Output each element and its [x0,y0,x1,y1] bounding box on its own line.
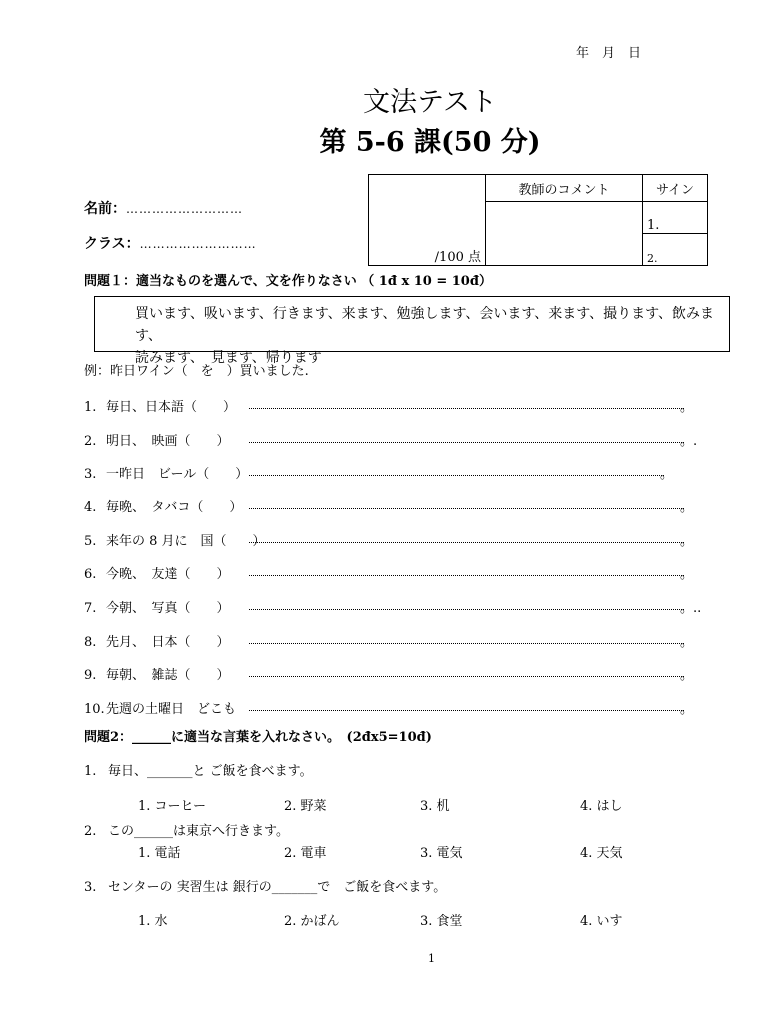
mc-question [84,820,289,839]
question-number: 10. [84,702,105,717]
question-item [84,597,704,616]
question-number: 6. [84,567,97,582]
question-text: 明日、 映画（ ） [106,434,230,449]
mc-option[interactable]: 3. 食堂 [420,914,463,929]
section2-title: 問題2：______に適当な言葉を入れなさい。 (2đx5=10đ) [84,730,432,745]
score-cell: /100 点 [369,175,486,266]
mc-option[interactable]: 2. 電車 [284,846,327,861]
mc-question [84,760,313,779]
question-text: 先月、 日本（ ） [106,635,230,650]
question-text: 今晩、 友達（ ） [106,567,230,582]
answer-blank[interactable] [249,571,684,576]
word-box-line2: 読みます、 見ます、帰ります [135,350,322,366]
question-item [84,631,704,650]
answer-blank[interactable] [249,438,684,443]
question-text: 毎日、日本語（ ） [106,400,237,415]
question-text: 今朝、 写真（ ） [106,601,230,616]
question-item [84,664,704,683]
answer-blank[interactable] [249,672,684,677]
word-box-line1: 買います、吸います、行きます、来ます、勉強します、会います、来ます、撮ります、飲みます、 [135,306,715,344]
sentence-end: 。. [680,434,698,449]
sentence-end: 。 [680,534,694,549]
sentence-end: 。 [680,567,694,582]
question-number: 8. [84,635,97,650]
sign-cell-1: 1. [643,202,708,234]
sentence-end: 。 [660,467,674,482]
mc-question-number: 2. [84,824,97,839]
question-number: 3. [84,467,97,482]
question-item [84,563,704,582]
sign-header: サイン [643,175,708,202]
answer-blank[interactable] [249,471,664,476]
mc-option[interactable]: 1. 水 [138,914,168,929]
mc-option[interactable]: 2. かばん [284,914,340,929]
question-text: 毎晩、 タバコ（ ） [106,500,243,515]
teacher-comment-header: 教師のコメント [486,175,643,202]
question-text: 来年の 8 月に 国（ ） [106,534,266,549]
answer-blank[interactable] [249,639,684,644]
question-item [84,430,704,449]
question-text: 一昨日 ビール（ ） [106,467,249,482]
teacher-comment-cell [486,202,643,266]
class-label: クラス： [84,236,140,252]
question-item [84,698,704,717]
mc-question [84,876,446,895]
page-title: 文法テスト [363,87,497,118]
sentence-end: 。 [680,400,694,415]
date-line: 年 月 日 [576,46,642,61]
example-line: 例：昨日ワイン（ を ）買いました. [84,364,309,379]
question-item [84,530,704,549]
sentence-end: 。.. [680,601,702,616]
mc-option[interactable]: 4. いす [580,914,623,929]
section1-title: 問題１：適当なものを選んで、文を作りなさい （ 1đ x 10 = 10đ） [84,274,492,289]
answer-blank[interactable] [249,404,684,409]
question-item [84,496,704,515]
class-blank: ……………………… [139,237,257,251]
class-field [84,233,257,253]
word-box [94,296,730,366]
question-item [84,396,704,415]
answer-blank[interactable] [249,605,684,610]
name-label: 名前： [84,201,126,217]
name-field [84,198,243,218]
question-text: 毎朝、 雑誌（ ） [106,668,230,683]
score-table [368,174,708,266]
mc-option[interactable]: 3. 電気 [420,846,463,861]
sign-cell-2: 2. [643,234,708,266]
page-number: 1 [428,952,435,965]
question-text: 先週の土曜日 どこも [106,702,237,717]
answer-blank[interactable] [249,504,684,509]
mc-option[interactable]: 2. 野菜 [284,799,327,814]
sentence-end: 。 [680,500,694,515]
sentence-end: 。 [680,702,694,717]
mc-option[interactable]: 1. コーヒー [138,799,207,814]
name-blank: ……………………… [126,202,243,216]
mc-option[interactable]: 1. 電話 [138,846,181,861]
mc-option[interactable]: 3. 机 [420,799,450,814]
question-number: 2. [84,434,97,449]
answer-blank[interactable] [249,706,684,711]
mc-question-text: 毎日、_______と ご飯を食べます。 [108,764,313,779]
mc-question-text: センターの 実習生は 銀行の_______で ご飯を食べます。 [108,880,447,895]
sentence-end: 。 [680,668,694,683]
mc-question-text: この______は東京へ行きます。 [108,824,289,839]
question-number: 9. [84,668,97,683]
sentence-end: 。 [680,635,694,650]
answer-blank[interactable] [249,538,684,543]
page-subtitle: 第 5-6 課(50 分) [319,127,541,158]
mc-question-number: 1. [84,764,97,779]
question-number: 5. [84,534,97,549]
question-number: 7. [84,601,97,616]
question-number: 4. [84,500,97,515]
mc-question-number: 3. [84,880,97,895]
question-number: 1. [84,400,97,415]
mc-option[interactable]: 4. はし [580,799,623,814]
question-item [84,463,704,482]
mc-option[interactable]: 4. 天気 [580,846,623,861]
